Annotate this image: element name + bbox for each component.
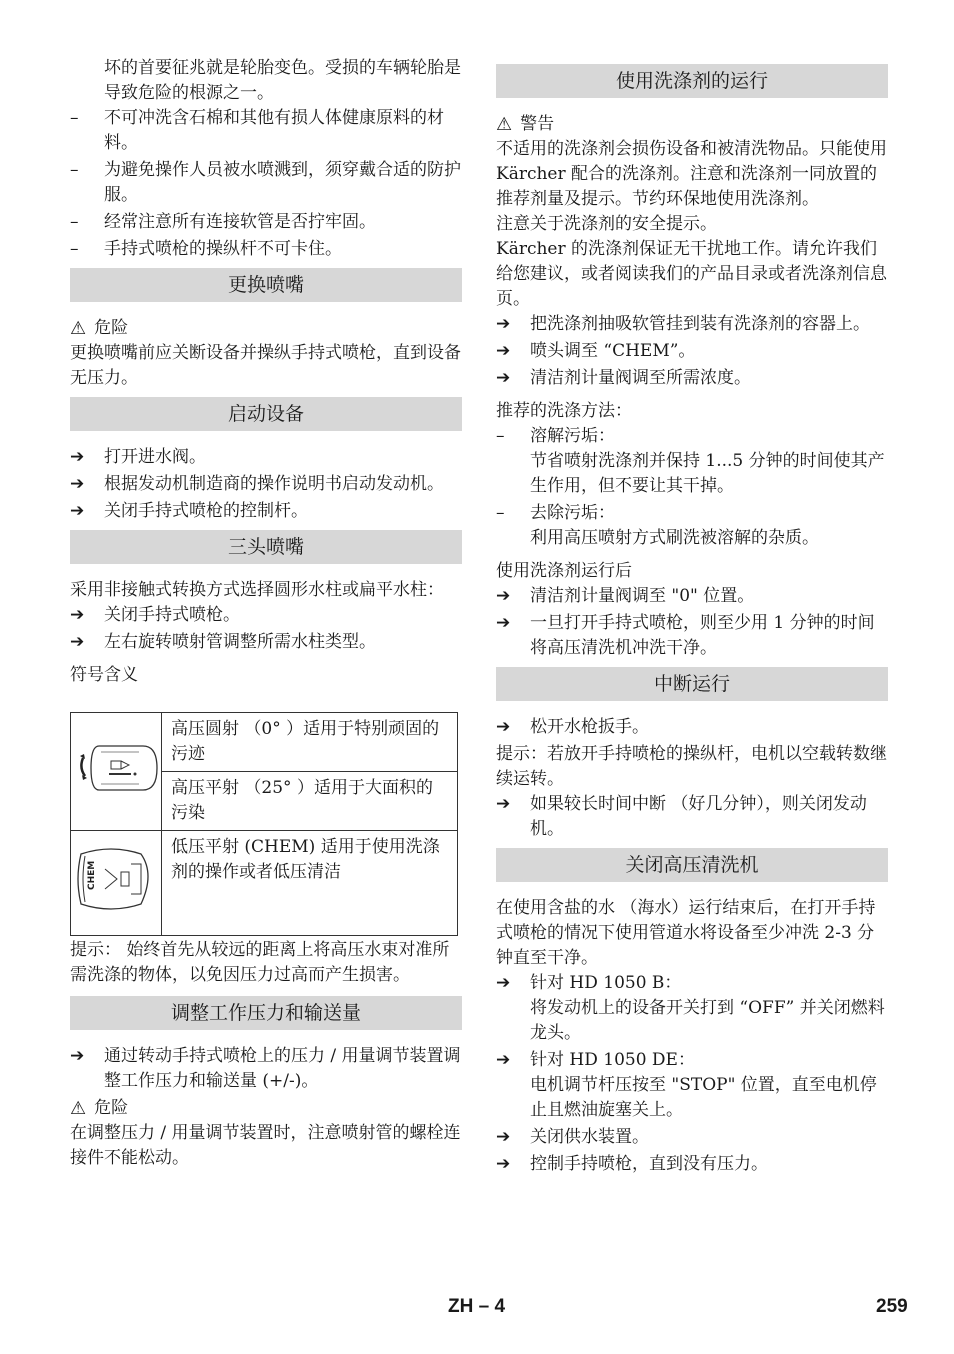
step-item: ➔ 针对 HD 1050 B： 将发动机上的设备开关打到 “OFF” 并关闭燃料龙头。 (496, 973, 885, 1043)
dash-icon: – (70, 108, 79, 128)
svg-text:CHEM: CHEM (87, 860, 97, 890)
arrow-icon: ➔ (496, 1127, 511, 1147)
arrow-icon: ➔ (70, 632, 85, 652)
right-column (496, 64, 888, 1179)
symbol-desc-chem: 低压平射 (CHEM) 适用于使用洗涤剂的操作或者低压清洁 (162, 831, 458, 936)
footer-section-label: ZH – 4 (448, 1296, 506, 1317)
arrow-icon: ➔ (496, 717, 511, 737)
shutdown-text: 在使用含盐的水 （海水）运行结束后，在打开手持式喷枪的情况下使用管道水将设备至少冲洗 2-3 分钟直至干净。 (496, 898, 876, 968)
warning-triangle-icon: ⚠ (70, 318, 87, 339)
arrow-icon: ➔ (70, 447, 85, 467)
step-item: ➔ 把洗涤剂抽吸软管挂到装有洗涤剂的容器上。 (496, 312, 888, 337)
detergent-warning-text: 不适用的洗涤剂会损伤设备和被清洗物品。只能使用 Kärcher 配合的洗涤剂。注意和洗涤剂一同放置的推荐剂量及提示。节约环保地使用洗涤剂。 (496, 139, 887, 209)
section-heading-start: 启动设备 (70, 397, 462, 431)
step-item: ➔ 通过转动手持式喷枪上的压力 / 用量调节装置调整工作压力和输送量 (+/-)。 (70, 1046, 461, 1091)
arrow-icon: ➔ (496, 1154, 511, 1174)
list-item: – 为避免操作人员被水喷溅到，须穿戴合适的防护服。 (70, 160, 461, 205)
step-item: ➔ 控制手持喷枪，直到没有压力。 (496, 1152, 888, 1177)
detergent-safety-note: 注意关于洗涤剂的安全提示。 (496, 214, 717, 234)
arrow-icon: ➔ (496, 613, 511, 633)
dash-icon: – (70, 239, 79, 259)
arrow-icon: ➔ (496, 586, 511, 606)
pressure-text: 在调整压力 / 用量调节装置时，注意喷射管的螺栓连接件不能松动。 (70, 1123, 461, 1168)
section-heading-shutdown: 关闭高压清洗机 (496, 848, 888, 882)
step-item: ➔ 左右旋转喷射管调整所需水柱类型。 (70, 630, 462, 655)
list-item: – 溶解污垢： 节省喷射洗涤剂并保持 1...5 分钟的时间使其产生作用，但不要让其干掉。 (496, 426, 885, 496)
arrow-icon: ➔ (496, 794, 511, 814)
symbol-desc-round-jet: 高压圆射 （0° ）适用于特别顽固的污迹 (162, 713, 458, 772)
warning-triangle-icon: ⚠ (496, 114, 513, 135)
arrow-icon: ➔ (496, 368, 511, 388)
warning-triangle-icon: ⚠ (70, 1098, 87, 1119)
arrow-icon: ➔ (496, 341, 511, 361)
karcher-text: Kärcher 的洗涤剂保证无干扰地工作。请允许我们给您建议，或者阅读我们的产品目录或者洗涤剂信息页。 (496, 239, 887, 309)
arrow-icon: ➔ (70, 501, 85, 521)
arrow-icon: ➔ (496, 973, 511, 993)
nozzle-rotate-icon (71, 713, 162, 831)
triple-text: 采用非接触式转换方式选择圆形水柱或扁平水柱： (70, 580, 444, 600)
step-item: ➔ 松开水枪扳手。 (496, 715, 888, 740)
step-item: ➔ 关闭供水装置。 (496, 1125, 888, 1150)
step-item: ➔ 一旦打开手持式喷枪，则至少用 1 分钟的时间将高压清洗机冲洗干净。 (496, 613, 875, 658)
section-heading-triple-nozzle: 三头喷嘴 (70, 530, 462, 564)
section-heading-nozzle: 更换喷嘴 (70, 268, 462, 302)
danger-label: ⚠ 危险 (70, 1098, 129, 1119)
method-label: 推荐的洗涤方法： (496, 401, 632, 421)
step-item: ➔ 针对 HD 1050 DE： 电机调节杆压按至 "STOP" 位置，直至电机停止且燃油旋塞关上。 (496, 1050, 877, 1120)
list-item: – 不可冲洗含石棉和其他有损人体健康原料的材料。 (70, 108, 444, 153)
dash-icon: – (70, 212, 79, 232)
list-item: – 手持式喷枪的操纵杆不可卡住。 (70, 237, 462, 262)
arrow-icon: ➔ (70, 605, 85, 625)
arrow-icon: ➔ (70, 474, 85, 494)
list-item: – 经常注意所有连接软管是否拧牢固。 (70, 210, 462, 235)
table-row (71, 713, 458, 772)
arrow-icon: ➔ (496, 314, 511, 334)
triple-note: 提示： 始终首先从较远的距离上将高压水束对准所需洗涤的物体，以免因压力过高而产生损害。 (70, 940, 450, 985)
symbol-table (70, 712, 458, 936)
section-heading-detergent: 使用洗涤剂的运行 (496, 64, 888, 98)
section-heading-pressure: 调整工作压力和输送量 (70, 996, 462, 1030)
dash-icon: – (496, 426, 505, 446)
interrupt-hint: 提示：若放开手持喷枪的操纵杆，电机以空载转数继续运转。 (496, 744, 887, 789)
nozzle-chem-icon (71, 831, 162, 936)
section-heading-interrupt: 中断运行 (496, 667, 888, 701)
step-item: ➔ 关闭手持式喷枪的控制杆。 (70, 499, 462, 524)
after-label: 使用洗涤剂运行后 (496, 561, 632, 581)
arrow-icon: ➔ (70, 1046, 85, 1066)
left-column (70, 56, 462, 1171)
table-row (71, 831, 458, 936)
step-item: ➔ 关闭手持式喷枪。 (70, 603, 462, 628)
danger-label: ⚠ 危险 (70, 318, 129, 339)
step-item: ➔ 清洁剂计量阀调至 "0" 位置。 (496, 584, 888, 609)
intro-text: 坏的首要征兆就是轮胎变色。受损的车辆轮胎是导致危险的根源之一。 (104, 58, 461, 103)
nozzle-text: 更换喷嘴前应关断设备并操纵手持式喷枪，直到设备无压力。 (70, 343, 461, 388)
step-item: ➔ 喷头调至 “CHEM”。 (496, 339, 888, 364)
list-item: – 去除污垢： 利用高压喷射方式刷洗被溶解的杂质。 (496, 503, 819, 548)
step-item: ➔ 清洁剂计量阀调至所需浓度。 (496, 366, 888, 391)
warning-label: ⚠ 警告 (496, 114, 555, 135)
page-number: 259 (876, 1296, 908, 1317)
symbol-desc-flat-jet: 高压平射 （25° ）适用于大面积的污染 (162, 772, 458, 831)
arrow-icon: ➔ (496, 1050, 511, 1070)
step-item: ➔ 如果较长时间中断 （好几分钟），则关闭发动机。 (496, 794, 867, 839)
symbols-label: 符号含义 (70, 665, 138, 685)
dash-icon: – (70, 160, 79, 180)
safety-dash-list (70, 106, 462, 262)
dash-icon: – (496, 503, 505, 523)
step-item: ➔ 打开进水阀。 (70, 445, 462, 470)
step-item: ➔ 根据发动机制造商的操作说明书启动发动机。 (70, 472, 462, 497)
